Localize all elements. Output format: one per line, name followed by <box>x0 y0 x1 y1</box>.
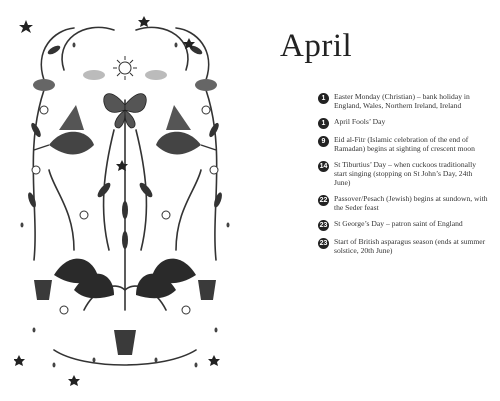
event-text: April Fools’ Day <box>334 116 386 126</box>
event-text: Start of British asparagus season (ends at summer solstice, 20th June) <box>334 236 486 256</box>
list-item <box>318 194 490 213</box>
event-text: Eid al-Fitr (Islamic celebration of the end of Ramadan) begins at sighting of crescent moon <box>334 134 475 154</box>
day-badge: 23 <box>319 239 328 247</box>
event-list <box>318 92 490 261</box>
event-text: St Tiburtius’ Day – when cuckoos traditionally start singing (stopping on St John’s Day, 24th June) <box>334 159 477 188</box>
day-badge: 14 <box>319 162 328 170</box>
list-item <box>318 135 490 154</box>
day-badge: 23 <box>319 221 328 229</box>
event-text: St George’s Day – patron saint of England <box>334 218 463 228</box>
event-text: Easter Monday (Christian) – bank holiday in England, Wales, Northern Ireland, Ireland <box>334 92 470 111</box>
list-item <box>318 219 490 231</box>
list-item <box>318 160 490 188</box>
day-badge: 1 <box>318 93 329 104</box>
folk-art-illustration <box>14 10 236 390</box>
day-badge: 1 <box>318 118 329 129</box>
day-badge: 22 <box>319 196 328 204</box>
list-item <box>318 92 490 111</box>
list-item <box>318 117 490 129</box>
page-title: April <box>280 28 353 64</box>
event-text: Passover/Pesach (Jewish) begins at sundown, with the Seder feast <box>334 193 488 213</box>
list-item <box>318 237 490 256</box>
day-badge: 9 <box>318 136 329 147</box>
